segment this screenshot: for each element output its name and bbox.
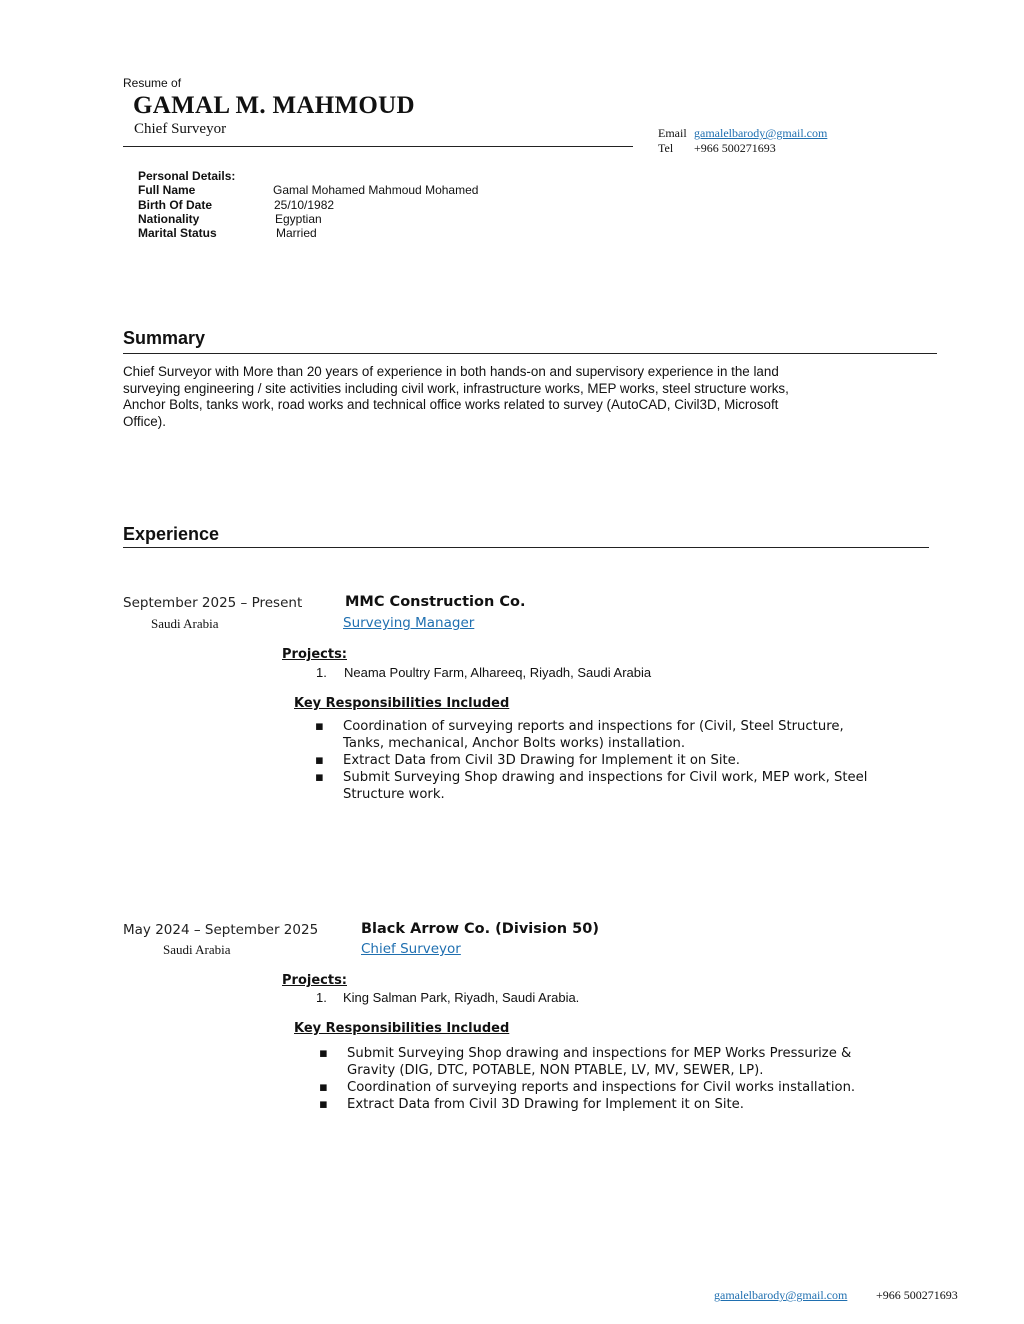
footer-tel: +966 500271693 — [876, 1288, 958, 1302]
responsibility-line: Tanks, mechanical, Anchor Bolts works) installation. — [343, 736, 686, 751]
job-role-link[interactable]: Surveying Manager — [343, 615, 475, 631]
responsibility-line: Gravity (DIG, DTC, POTABLE, NON PTABLE, LV, MV, SEWER, LP). — [347, 1063, 764, 1078]
personal-label: Nationality — [138, 212, 200, 226]
projects-label: Projects: — [282, 647, 347, 662]
job-company: Black Arrow Co. (Division 50) — [361, 921, 599, 937]
summary-line: Office). — [123, 413, 166, 429]
summary-line: surveying engineering / site activities including civil work, infrastructure works, MEP works, steel structure works, — [123, 380, 789, 396]
project-item: King Salman Park, Riyadh, Saudi Arabia. — [343, 990, 580, 1005]
footer-email-link[interactable]: gamalelbarody@gmail.com — [714, 1288, 848, 1302]
responsibility-line: Coordination of surveying reports and inspections for (Civil, Steel Structure, — [343, 719, 844, 734]
personal-label: Marital Status — [138, 226, 217, 240]
contact-tel-value: +966 500271693 — [694, 141, 776, 155]
personal-row-marital-status — [138, 226, 317, 240]
personal-value: 25/10/1982 — [274, 198, 335, 212]
responsibilities-label: Key Responsibilities Included — [294, 1021, 510, 1036]
header-divider — [123, 146, 633, 147]
job-location: Saudi Arabia — [163, 942, 231, 957]
candidate-name: GAMAL M. MAHMOUD — [133, 92, 415, 119]
candidate-title: Chief Surveyor — [134, 121, 227, 137]
job-role-link[interactable]: Chief Surveyor — [361, 941, 461, 957]
bullet-icon: ▪ — [315, 719, 324, 734]
responsibility-line: Extract Data from Civil 3D Drawing for Implement it on Site. — [347, 1097, 744, 1112]
responsibility-line: Extract Data from Civil 3D Drawing for Implement it on Site. — [343, 753, 740, 768]
personal-row-birth-date — [138, 198, 334, 212]
personal-row-full-name — [138, 183, 478, 197]
bullet-icon: ▪ — [319, 1046, 328, 1061]
resume-of-label: Resume of — [123, 76, 182, 90]
job-dates: May 2024 – September 2025 — [123, 922, 319, 938]
summary-divider — [123, 353, 937, 354]
personal-value: Married — [276, 226, 317, 240]
contact-email-link[interactable]: gamalelbarody@gmail.com — [694, 126, 828, 140]
summary-line: Chief Surveyor with More than 20 years of experience in both hands-on and supervisory experience in the land — [123, 364, 779, 379]
job-location: Saudi Arabia — [151, 616, 219, 631]
personal-label: Birth Of Date — [138, 198, 213, 212]
personal-value: Gamal Mohamed Mahmoud Mohamed — [273, 183, 479, 197]
personal-label: Full Name — [138, 183, 196, 197]
responsibilities-label: Key Responsibilities Included — [294, 696, 510, 711]
personal-row-nationality — [138, 212, 322, 226]
contact-tel-label: Tel — [658, 141, 674, 155]
bullet-icon: ▪ — [315, 753, 324, 768]
personal-details-heading: Personal Details: — [138, 169, 236, 183]
summary-line: Anchor Bolts, tanks work, road works and technical office works related to survey (AutoCAD, Civil3D, Microsoft — [123, 397, 779, 412]
responsibility-line: Submit Surveying Shop drawing and inspections for MEP Works Pressurize & — [347, 1046, 852, 1061]
experience-divider — [123, 547, 929, 548]
personal-value: Egyptian — [275, 212, 322, 226]
responsibility-line: Structure work. — [343, 787, 445, 802]
projects-label: Projects: — [282, 973, 347, 988]
bullet-icon: ▪ — [319, 1080, 328, 1095]
summary-heading: Summary — [123, 328, 206, 348]
summary-text — [123, 364, 789, 430]
experience-heading: Experience — [123, 524, 220, 544]
responsibility-line: Coordination of surveying reports and inspections for Civil works installation. — [347, 1080, 856, 1095]
bullet-icon: ▪ — [319, 1097, 328, 1112]
project-number: 1. — [316, 665, 327, 680]
contact-email-label: Email — [658, 126, 687, 140]
job-dates: September 2025 – Present — [123, 595, 303, 611]
project-item: Neama Poultry Farm, Alhareeq, Riyadh, Saudi Arabia — [344, 665, 652, 680]
project-number: 1. — [316, 990, 327, 1005]
job-company: MMC Construction Co. — [345, 594, 526, 610]
responsibility-line: Submit Surveying Shop drawing and inspections for Civil work, MEP work, Steel — [343, 770, 868, 785]
bullet-icon: ▪ — [315, 770, 324, 785]
